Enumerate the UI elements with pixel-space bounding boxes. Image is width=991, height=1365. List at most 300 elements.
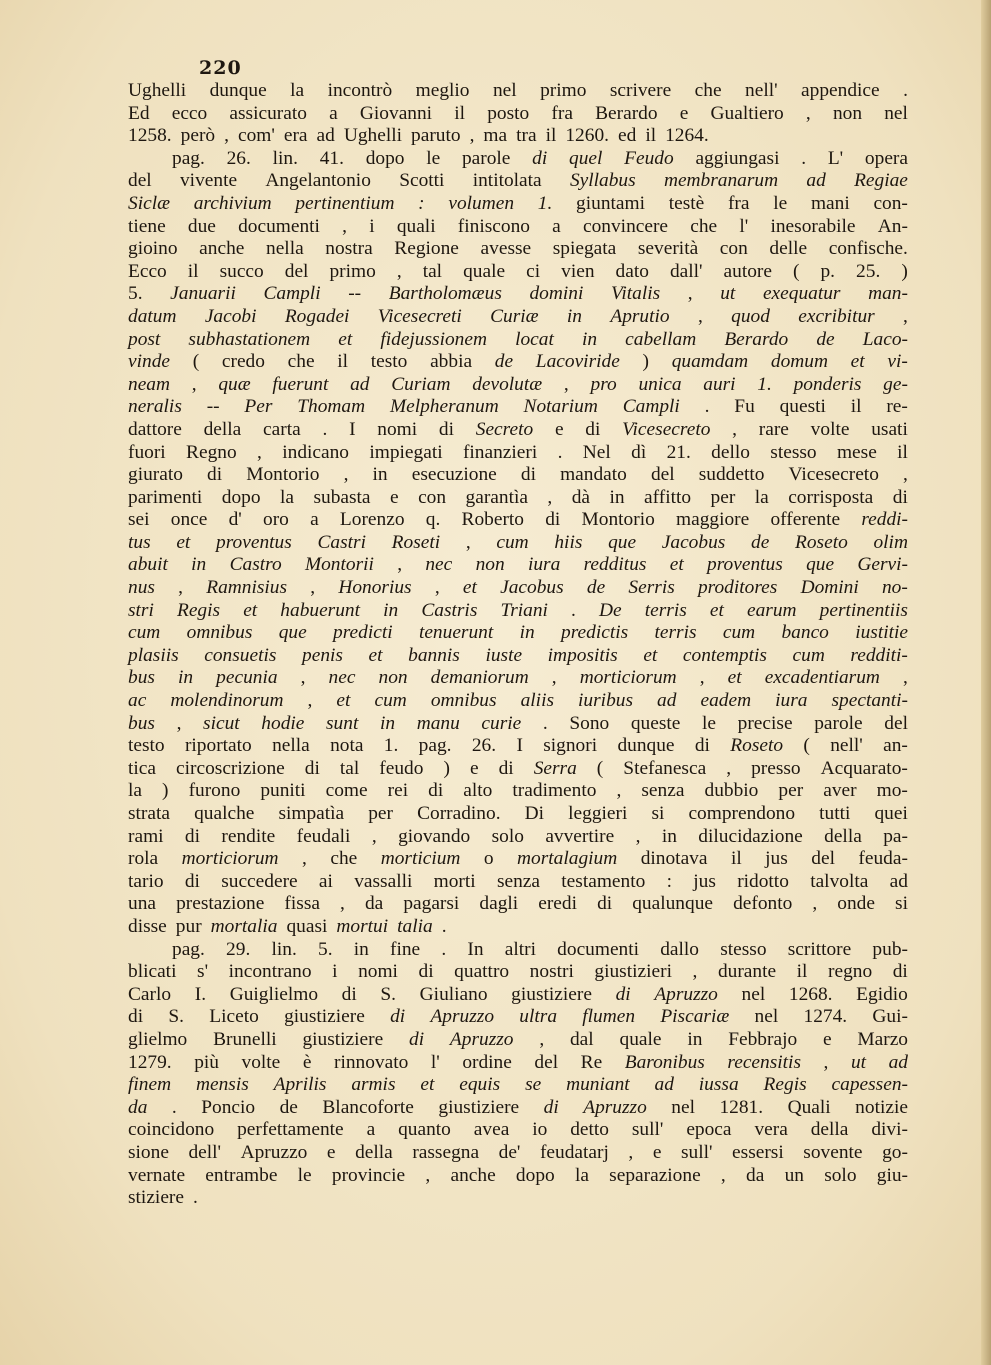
word: con	[719, 238, 748, 260]
word: con-	[873, 192, 908, 214]
word: suddetto	[698, 464, 765, 486]
word: Aprilis	[273, 1074, 327, 1096]
word: giu-	[876, 1164, 908, 1186]
word: in	[191, 554, 207, 576]
word: epoca	[686, 1119, 732, 1141]
word: a	[310, 509, 319, 531]
word: ,	[397, 554, 403, 576]
word: in	[519, 622, 535, 644]
word: Scotti	[399, 170, 445, 192]
word: armis	[351, 1074, 396, 1096]
word: precise	[737, 712, 793, 734]
text-line	[128, 1006, 908, 1029]
text-line	[128, 735, 908, 758]
word: nostri	[529, 961, 574, 983]
word: datum	[128, 305, 177, 327]
word: un	[784, 1164, 804, 1186]
word: dinotava	[640, 848, 708, 870]
text-line	[128, 532, 908, 555]
word: in	[372, 464, 388, 486]
word: finiscono	[457, 215, 530, 237]
word: flumen	[582, 1006, 636, 1028]
word: fuerunt	[272, 373, 329, 395]
word: qualunque	[632, 893, 713, 915]
word: parole	[814, 712, 863, 734]
text-line	[128, 374, 908, 397]
word: Ughelli	[128, 80, 187, 101]
word: feudo	[379, 757, 424, 779]
word: a	[366, 1119, 376, 1141]
word: Angelantonio	[265, 170, 371, 192]
word: 1264.	[665, 125, 709, 147]
word: talia	[397, 915, 433, 937]
word: recensitis	[727, 1051, 801, 1073]
text-line	[128, 554, 908, 577]
word: l'	[739, 215, 749, 237]
word: impiegati	[369, 441, 443, 463]
text-line	[128, 577, 908, 600]
word: Guiglielmo	[229, 983, 319, 1005]
word: Di	[524, 803, 545, 824]
word: Castro	[229, 554, 282, 576]
text-line	[128, 780, 908, 803]
word: ,	[699, 667, 705, 689]
word: et	[243, 599, 258, 621]
word: il	[337, 351, 349, 373]
word: Castris	[421, 599, 478, 621]
text-line	[128, 690, 908, 713]
word: avvertire	[545, 825, 615, 847]
word: intitolata	[472, 170, 542, 192]
word: di	[418, 961, 434, 983]
text-line	[128, 1052, 908, 1075]
word: testo	[370, 351, 408, 373]
word: parimenti	[128, 486, 203, 508]
word: com'	[237, 125, 275, 147]
text-line	[128, 600, 908, 623]
word: di	[694, 735, 710, 757]
word: Vicesecreto	[622, 418, 711, 440]
word: Secreto	[475, 418, 534, 440]
word: in	[383, 599, 399, 621]
word: sione	[128, 1141, 169, 1163]
word: Laco-	[862, 328, 908, 350]
word: sull'	[631, 1119, 664, 1141]
word: tenuerunt	[418, 622, 494, 644]
word: esecuzione	[411, 464, 497, 486]
word: senza	[496, 870, 541, 892]
word: fidejussionem	[380, 328, 487, 350]
word: pub-	[872, 938, 908, 960]
word: ad	[657, 690, 677, 712]
word: Thomam	[297, 396, 366, 418]
word: regno	[828, 961, 873, 983]
word: tiene	[128, 215, 166, 237]
word: testamento	[561, 870, 646, 892]
word: il	[850, 396, 862, 418]
word: 1268.	[788, 983, 833, 1005]
text-line	[128, 396, 908, 419]
word: penis	[302, 644, 343, 666]
word: indicano	[282, 441, 350, 463]
word: fuori	[128, 441, 166, 463]
word: q.	[425, 509, 441, 531]
text-line	[128, 622, 908, 645]
word: solo	[491, 825, 524, 847]
word: dopo	[221, 486, 261, 508]
word: ,	[343, 464, 349, 486]
word: vinde	[128, 351, 170, 373]
word: hiis	[554, 531, 583, 553]
word: ponderis	[793, 373, 862, 395]
word: a	[329, 102, 338, 124]
word: curie	[481, 712, 522, 734]
word: feudatarj	[539, 1141, 609, 1163]
word: ,	[425, 1164, 431, 1186]
word: jus	[693, 870, 716, 892]
word: stiziere	[128, 1187, 184, 1209]
word: incontrò	[327, 80, 393, 101]
word: rendite	[221, 825, 276, 847]
word: .	[557, 441, 563, 463]
word: furono	[188, 780, 241, 802]
word: molendinorum	[170, 690, 284, 712]
word: dattore	[128, 418, 182, 440]
word: stri	[128, 599, 154, 621]
word: ut	[850, 1051, 867, 1073]
word: di	[520, 464, 536, 486]
word: di	[498, 757, 514, 779]
word: et	[420, 1074, 435, 1096]
word: rinnovato	[334, 1051, 409, 1073]
word: --	[348, 283, 362, 305]
text-line	[128, 961, 908, 984]
word: Rogadei	[284, 305, 350, 327]
word: nel	[754, 1006, 779, 1028]
word: Baronibus	[624, 1051, 705, 1073]
word: come	[325, 780, 368, 802]
word: et	[336, 690, 351, 712]
word: credo	[221, 351, 265, 373]
word: nella	[272, 735, 310, 757]
word: talvolta	[810, 870, 869, 892]
word: p.	[820, 260, 836, 282]
word: ad	[316, 125, 335, 147]
word: perfettamente	[237, 1119, 344, 1141]
word: ,	[697, 305, 703, 327]
text-line	[128, 893, 908, 916]
word: se	[525, 1074, 542, 1096]
word: post	[128, 328, 161, 350]
word: Fu	[734, 396, 755, 418]
word: cum	[128, 622, 161, 644]
word: primo	[329, 260, 376, 282]
word: dall'	[669, 260, 703, 282]
word: Re	[580, 1051, 603, 1073]
word: confische.	[828, 238, 908, 260]
word: .	[441, 915, 447, 937]
word: jus	[765, 848, 788, 870]
word: affitto	[644, 486, 692, 508]
word: Febbrajo	[728, 1028, 798, 1050]
word: giustiziere	[438, 1096, 520, 1118]
word: di	[597, 893, 613, 915]
word: .	[903, 80, 908, 101]
word: ridotto	[737, 870, 789, 892]
word: auri	[703, 373, 736, 395]
text-line	[128, 1029, 908, 1052]
word: ,	[563, 373, 569, 395]
word: Campli	[263, 283, 321, 305]
word: in	[379, 712, 396, 734]
text-line	[128, 170, 908, 193]
word: mani	[810, 192, 850, 214]
word: Roseto	[795, 531, 848, 553]
word: Gui-	[872, 1006, 908, 1028]
word: bus	[128, 667, 155, 689]
word: Roseti	[391, 531, 441, 553]
word: abuit	[128, 554, 168, 576]
word: Vicesecreti	[377, 305, 462, 327]
word: solo	[824, 1164, 857, 1186]
word: I	[516, 735, 523, 757]
word: mortui	[336, 915, 389, 937]
word: excadentiarum	[764, 667, 880, 689]
word: Montorio	[246, 464, 320, 486]
word: et	[368, 644, 383, 666]
word: giustizieri	[594, 961, 672, 983]
word: spiegata	[552, 238, 617, 260]
word: giustiziere	[302, 1028, 384, 1050]
word: paruto	[411, 125, 461, 147]
text-line	[128, 758, 908, 781]
text-line	[128, 803, 908, 826]
word: nus	[128, 577, 155, 599]
text-line	[128, 916, 908, 939]
word: convincere	[582, 215, 669, 237]
text-line	[128, 306, 908, 329]
word: entrambe	[205, 1164, 278, 1186]
word: Curiæ	[490, 305, 539, 327]
word: Curiam	[391, 373, 451, 395]
word: olim	[873, 531, 908, 553]
text-line	[128, 1097, 908, 1120]
word: due	[187, 215, 216, 237]
word: ,	[903, 305, 908, 327]
word: però	[180, 125, 216, 147]
word: tradimento	[512, 780, 597, 802]
word: ,	[903, 464, 908, 486]
word: per	[710, 486, 736, 508]
word: alto	[463, 780, 493, 802]
word: et	[669, 554, 684, 576]
word: Ughelli	[343, 125, 403, 147]
word: il	[645, 125, 657, 147]
word: 1279.	[128, 1051, 172, 1073]
word: subasta	[313, 486, 371, 508]
word: 26.	[226, 147, 251, 169]
word: una	[128, 893, 156, 915]
word: domum	[770, 351, 828, 373]
word: Corradino.	[417, 803, 501, 824]
word: e	[326, 1141, 336, 1163]
word: mese	[836, 441, 877, 463]
word: In	[467, 938, 484, 960]
word: (	[803, 735, 810, 757]
word: provincie	[331, 1164, 406, 1186]
word: Brunelli	[213, 1028, 277, 1050]
word: carta	[263, 418, 301, 440]
word: nella	[266, 238, 304, 260]
word: con	[418, 486, 447, 508]
word: tal	[339, 757, 360, 779]
word: Serris	[628, 577, 675, 599]
text-line	[128, 939, 908, 962]
word: nec	[425, 554, 453, 576]
word: delle	[769, 238, 808, 260]
word: dunque	[617, 735, 675, 757]
word: nel	[741, 983, 766, 1005]
word: Apruzzo	[430, 1006, 495, 1028]
word: neam	[128, 373, 171, 395]
word: .	[571, 599, 576, 621]
text-line	[128, 1074, 908, 1097]
word: Blancoforte	[322, 1096, 414, 1118]
word: cum	[374, 690, 407, 712]
word: di	[207, 464, 223, 486]
word: coincidono	[128, 1119, 215, 1141]
word: rei	[387, 780, 409, 802]
word: di	[128, 1006, 144, 1028]
word: I	[349, 418, 356, 440]
word: ,	[692, 961, 698, 983]
word: Aprutio	[610, 305, 670, 327]
word: hodie	[261, 712, 305, 734]
word: di	[545, 509, 561, 531]
word: earum	[746, 599, 797, 621]
word: Giuliano	[419, 983, 488, 1005]
word: tario	[128, 870, 164, 892]
word: che	[694, 80, 722, 101]
word: iura	[775, 690, 808, 712]
word: di	[892, 961, 908, 983]
word: subhastationem	[188, 328, 311, 350]
word: mortalagium	[517, 848, 618, 870]
word: ,	[732, 418, 738, 440]
word: cabellam	[625, 328, 697, 350]
word: Roseto	[730, 735, 784, 757]
word: della	[355, 1141, 393, 1163]
word: .	[322, 418, 328, 440]
text-line	[128, 1187, 908, 1210]
word: archivium	[193, 192, 272, 214]
word: omnibus	[430, 690, 497, 712]
word: et	[643, 644, 658, 666]
word: et	[462, 577, 477, 599]
word: Per	[244, 396, 273, 418]
text-line	[128, 351, 908, 374]
word: ,	[300, 667, 306, 689]
word: anche	[199, 238, 245, 260]
word: 1.	[537, 192, 553, 214]
word: di	[409, 1028, 425, 1050]
word: ed	[618, 125, 637, 147]
word: nomi	[358, 961, 398, 983]
word: Castri	[317, 531, 366, 553]
word: del	[284, 260, 309, 282]
word: aggiungasi	[695, 147, 780, 169]
word: quasi	[286, 915, 328, 937]
word: ,	[616, 780, 622, 802]
word: Berardo	[724, 328, 789, 350]
word: offerente	[770, 509, 841, 531]
word: di	[532, 147, 548, 169]
word: fra	[727, 192, 750, 214]
word: è	[302, 1051, 312, 1073]
word: stesso	[770, 441, 817, 463]
word: blicati	[128, 961, 177, 983]
word: ,	[396, 260, 402, 282]
word: pa-	[883, 825, 908, 847]
word: giustiziere	[284, 1006, 365, 1028]
word: comprendono	[688, 803, 796, 824]
word: et	[727, 667, 742, 689]
word: divi-	[871, 1119, 908, 1141]
word: dagli	[479, 893, 519, 915]
word: (	[596, 757, 604, 779]
word: ,	[720, 1164, 726, 1186]
word: Montorio	[581, 509, 655, 531]
word: autore	[723, 260, 772, 282]
word: Gervi-	[857, 554, 908, 576]
word: unica	[638, 373, 682, 395]
word: scrittore	[787, 938, 852, 960]
word: an-	[883, 735, 908, 757]
word: più	[194, 1051, 219, 1073]
word: tra	[516, 125, 537, 147]
word: et	[850, 351, 865, 373]
text-line	[128, 984, 908, 1007]
word: terris	[654, 622, 697, 644]
word: Roberto	[461, 509, 524, 531]
word: tal	[422, 260, 443, 282]
word: L'	[827, 147, 844, 169]
word: che	[690, 215, 718, 237]
word: signori	[543, 735, 598, 757]
word: sei	[128, 509, 150, 531]
word: io	[532, 1119, 548, 1141]
word: 41.	[319, 147, 344, 169]
text-line	[128, 509, 908, 532]
word: S.	[168, 1006, 184, 1028]
word: pag.	[172, 938, 205, 960]
word: Domini	[800, 577, 859, 599]
word: .	[441, 938, 447, 960]
word: ma	[483, 125, 508, 147]
page-edge-shadow	[981, 0, 991, 1365]
word: prestazione	[176, 893, 265, 915]
word: disse	[128, 915, 167, 937]
word: Regno	[186, 441, 237, 463]
word: dal	[569, 1028, 594, 1050]
word: ,	[726, 757, 732, 779]
word: che	[330, 848, 358, 870]
word: la	[280, 486, 294, 508]
word: qualche	[194, 803, 255, 824]
word: Regis	[176, 599, 221, 621]
word: habuerunt	[280, 599, 361, 621]
word: equis	[459, 1074, 501, 1096]
